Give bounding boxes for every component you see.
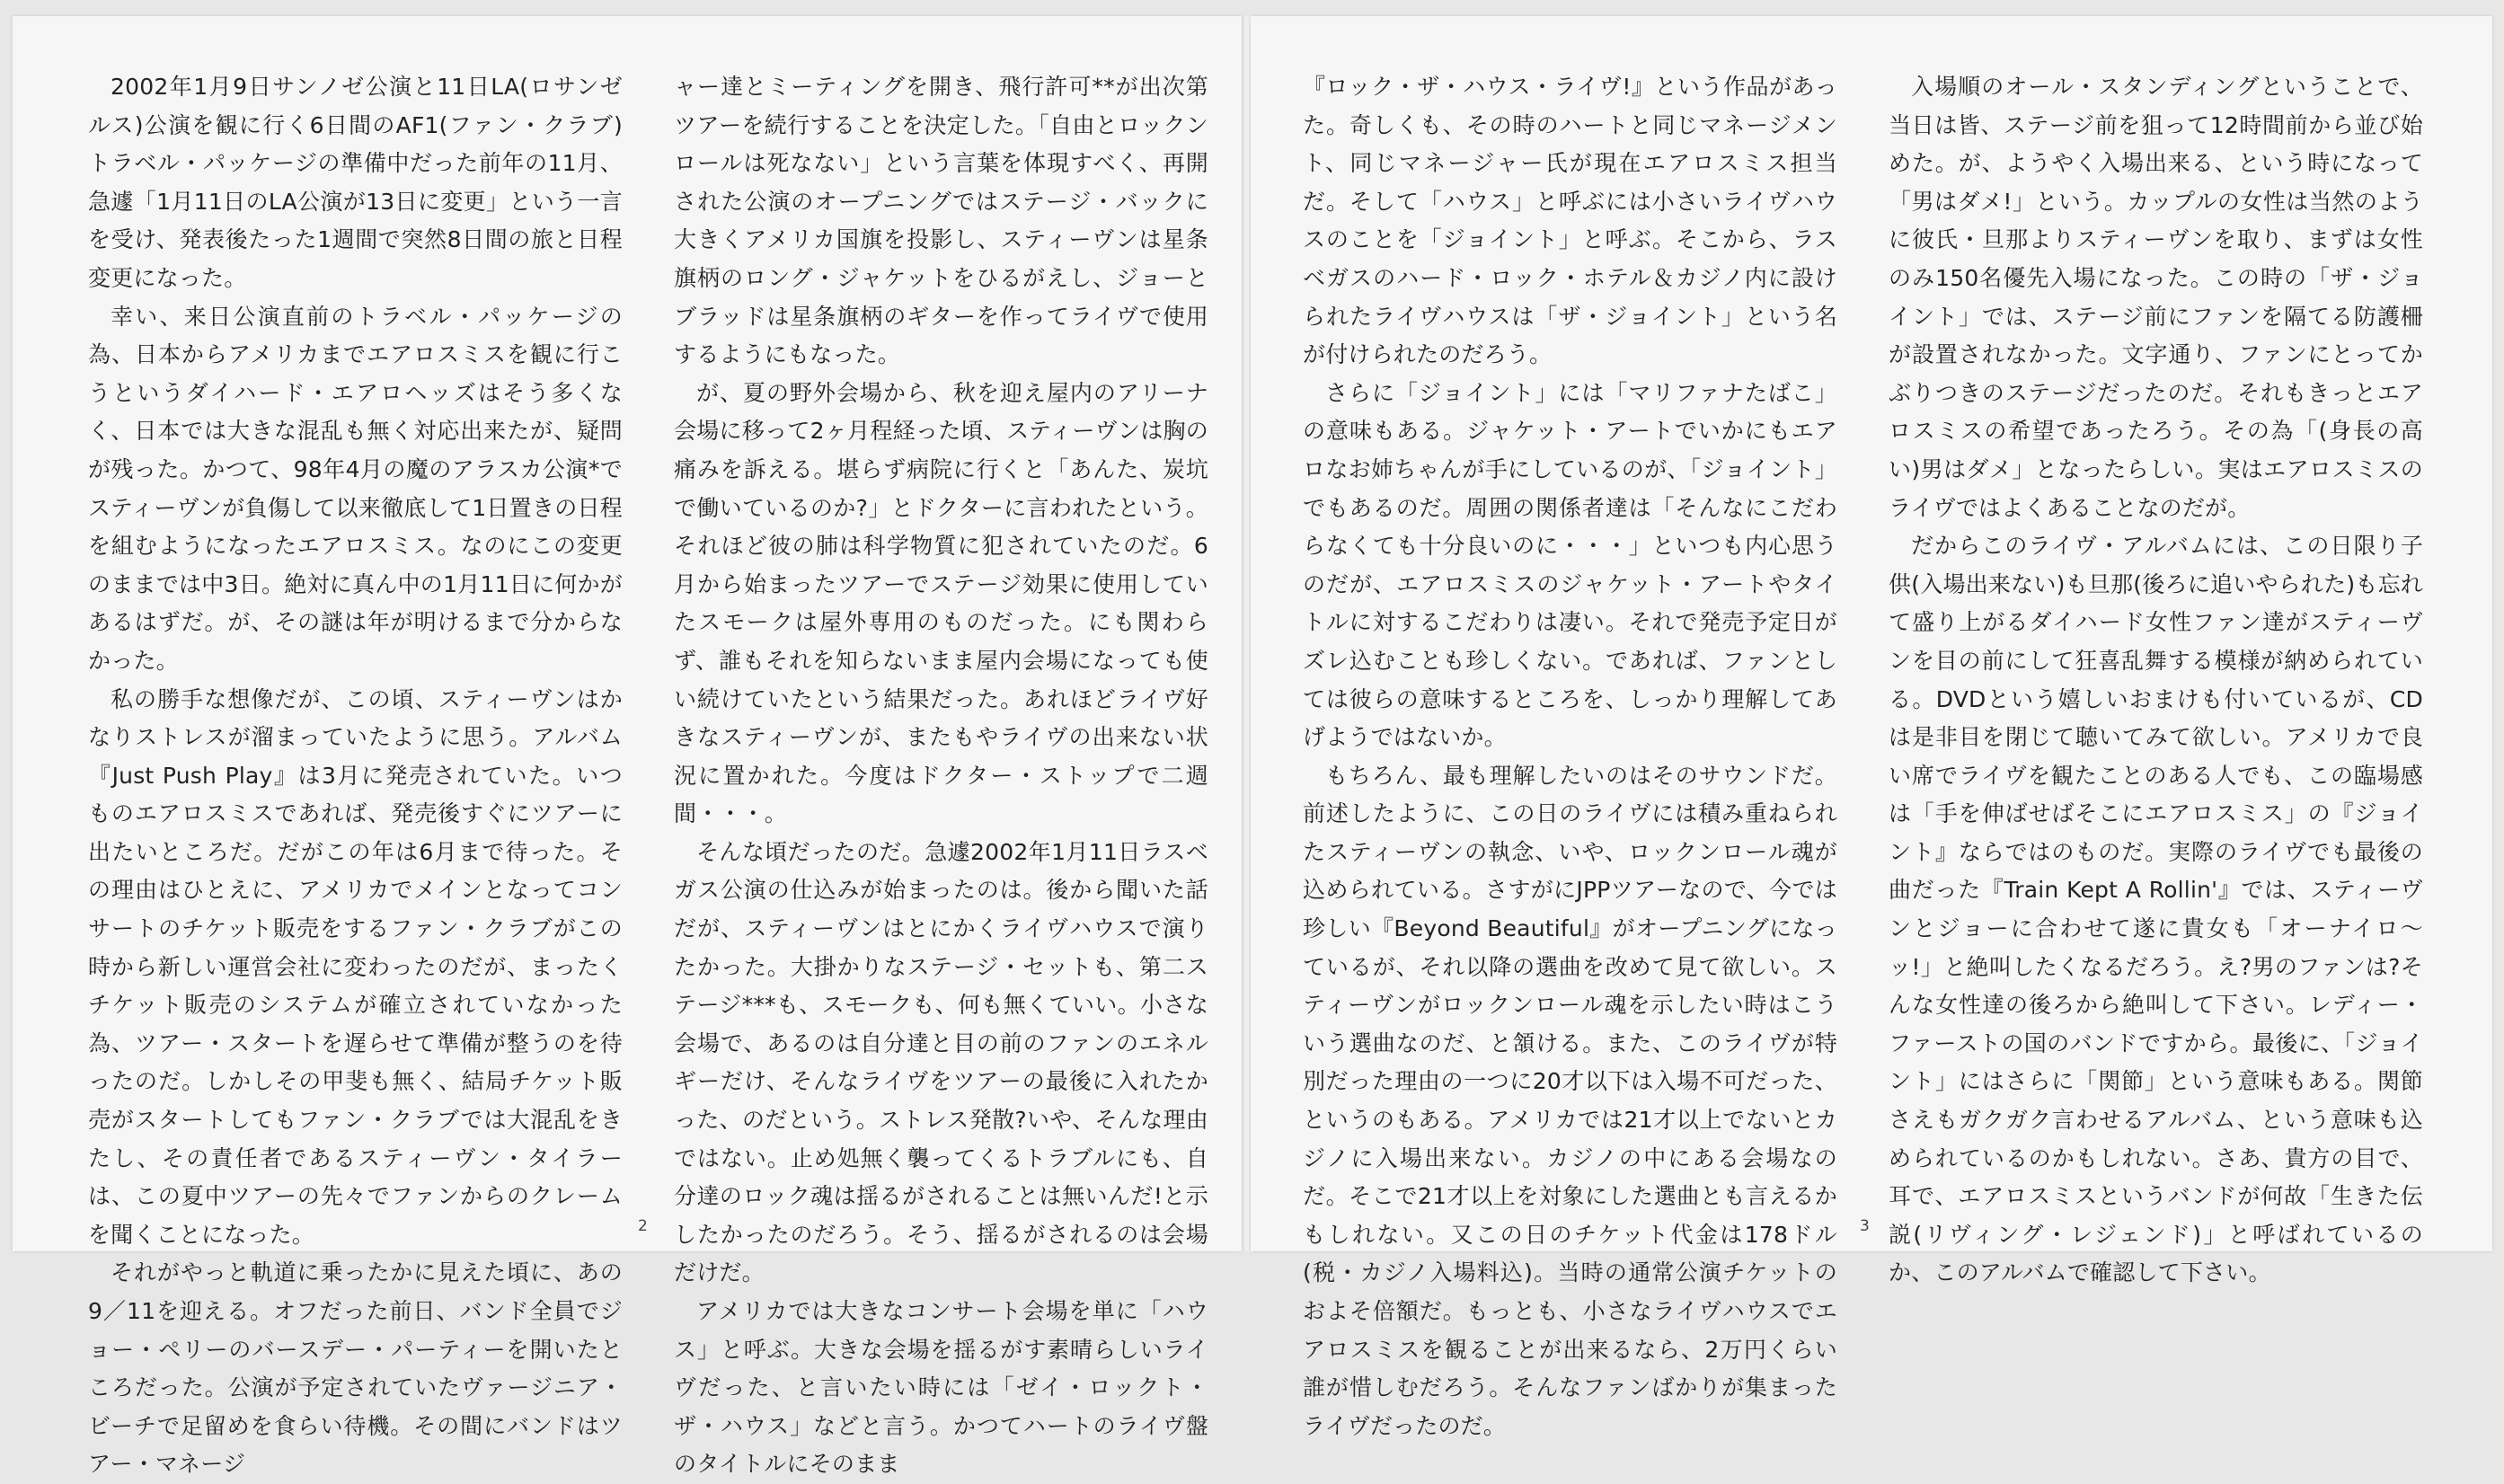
text-column: [674, 68, 1208, 1484]
paragraph: アメリカでは大きなコンサート会場を単に「ハウス」と呼ぶ。大きな会場を揺るがす素晴らしいライヴだった、と言いたい時には「ゼイ・ロックト・ザ・ハウス」などと言う。かつてハートのライヴ盤のタイトルにそのまま: [674, 1298, 1208, 1478]
paragraph: 入場順のオール・スタンディングということで、当日は皆、ステージ前を狙って12時間前から並び始めた。が、ようやく入場出来る、という時になって「男はダメ!」という。カップルの女性は当然のように彼氏・旦那よりスティーヴンを取り、まずは女性のみ150名優先入場になった。この時の「ザ・ジョイント」では、ステージ前にファンを隔てる防護柵が設置されなかった。文字通り、ファンにとってかぶりつきのステージだったのだ。それもきっとエアロスミスの希望であったろう。その為「(身長の高い)男はダメ」となったらしい。実はエアロスミスのライヴではよくあることなのだが。: [1889, 74, 2423, 521]
paragraph: 『ロック・ザ・ハウス・ライヴ!』という作品があった。奇しくも、その時のハートと同じマネージメント、同じマネージャー氏が現在エアロスミス担当だ。そして「ハウス」と呼ぶには小さいライヴハウスのことを「ジョイント」と呼ぶ。そこから、ラスベガスのハード・ロック・ホテル＆カジノ内に設けられたライヴハウスは「ザ・ジョイント」という名が付けられたのだろう。: [1303, 74, 1837, 368]
paragraph: 私の勝手な想像だが、この頃、スティーヴンはかなりストレスが溜まっていたように思う。アルバム『Just Push Play』は3月に発売されていた。いつものエアロスミスであれば、発売後すぐにツアーに出たいところだ。だがこの年は6月まで待った。その理由はひとえに、アメリカでメインとなってコンサートのチケット販売をするファン・クラブがこの時から新しい運営会社に変わったのだが、まったくチケット販売のシステムが確立されていなかった為、ツアー・スタートを遅らせて準備が整うのを待ったのだ。しかしその甲斐も無く、結局チケット販売がスタートしてもファン・クラブでは大混乱をきたし、その責任者であるスティーヴン・タイラーは、この夏中ツアーの先々でファンからのクレームを聞くことになった。: [88, 685, 623, 1248]
page-left: [13, 16, 1242, 1478]
paragraph: そんな頃だったのだ。急遽2002年1月11日ラスベガス公演の仕込みが始まったのは。後から聞いた話だが、スティーヴンはとにかくライヴハウスで演りたかった。大掛かりなステージ・セットも、第二ステージ***も、スモークも、何も無くていい。小さな会場で、あるのは自分達と目の前のファンのエネルギーだけ、そんなライヴをツアーの最後に入れたかった、のだという。ストレス発散?いや、そんな理由ではない。止め処無く襲ってくるトラブルにも、自分達のロック魂は揺るがされることは無いんだ!と示したかったのだろう。そう、揺るがされるのは会場だけだ。: [674, 838, 1208, 1286]
page-right: [1251, 16, 2492, 1439]
text-column: [1303, 68, 1837, 1445]
page-number: 3: [1860, 1217, 1870, 1235]
paragraph: ャー達とミーティングを開き、飛行許可**が出次第ツアーを続行することを決定した。「自由とロックンロールは死なない」という言葉を体現すべく、再開された公演のオープニングではステージ・バックに大きくアメリカ国旗を投影し、スティーヴンは星条旗柄のロング・ジャケットをひるがえし、ジョーとブラッドは星条旗柄のギターを作ってライヴで使用するようにもなった。: [674, 74, 1208, 368]
paragraph: だからこのライヴ・アルバムには、この日限り子供(入場出来ない)も旦那(後ろに追いやられた)も忘れて盛り上がるダイハード女性ファン達がスティーヴンを目の前にして狂喜乱舞する模様が納められている。DVDという嬉しいおまけも付いているが、CDは是非目を閉じて聴いてみて欲しい。アメリカで良い席でライヴを観たことのある人でも、この臨場感は「手を伸ばせばそこにエアロスミス」の『ジョイント』ならではのものだ。実際のライヴでも最後の曲だった『Train Kept A Rollin'』では、スティーヴンとジョーに合わせて遂に貴女も「オーナイロ～ッ!」と絶叫したくなるだろう。え?男のファンは?そんな女性達の後ろから絶叫して下さい。レディー・ファーストの国のバンドですから。最後に、「ジョイント」にはさらに「関節」という意味もある。関節さえもガクガク言わせるアルバム、という意味も込められているのかもしれない。さあ、貴方の目で、耳で、エアロスミスというバンドが何故「生きた伝説(リヴィング・レジェンド)」と呼ばれているのか、このアルバムで確認して下さい。: [1889, 533, 2423, 1286]
text-column: [1889, 68, 2423, 1293]
text-column: [88, 68, 623, 1484]
paragraph: 幸い、来日公演直前のトラベル・パッケージの為、日本からアメリカまでエアロスミスを観に行こうというダイハード・エアロヘッズはそう多くなく、日本では大きな混乱も無く対応出来たが、疑問が残った。かつて、98年4月の魔のアラスカ公演*でスティーヴンが負傷して以来徹底して1日置きの日程を組むようになったエアロスミス。なのにこの変更のままでは中3日。絶対に真ん中の1月11日に何かがあるはずだ。が、その謎は年が明けるまで分からなかった。: [88, 303, 623, 674]
page-number: 2: [638, 1217, 648, 1235]
paragraph: もちろん、最も理解したいのはそのサウンドだ。前述したように、この日のライヴには積み重ねられたスティーヴンの執念、いや、ロックンロール魂が込められている。さすがにJPPツアーなので、今では珍しい『Beyond Beautiful』がオープニングになっているが、それ以降の選曲を改めて見て欲しい。スティーヴンがロックンロール魂を示したい時はこういう選曲なのだ、と頷ける。また、このライヴが特別だった理由の一つに20才以下は入場不可だった、というのもある。アメリカでは21才以上でないとカジノに入場出来ない。カジノの中にある会場なのだ。そこで21才以上を対象にした選曲とも言えるかもしれない。又この日のチケット代金は178ドル(税・カジノ入場料込)。当時の通常公演チケットのおよそ倍額だ。もっとも、小さなライヴハウスでエアロスミスを観ることが出来るなら、2万円くらい誰が惜しむだろう。そんなファンばかりが集まったライヴだったのだ。: [1303, 762, 1837, 1439]
paragraph: 2002年1月9日サンノゼ公演と11日LA(ロサンゼルス)公演を観に行く6日間のAF1(ファン・クラブ)トラベル・パッケージの準備中だった前年の11月、急遽「1月11日のLA公演が13日に変更」という一言を受け、発表後たった1週間で突然8日間の旅と日程変更になった。: [88, 74, 623, 291]
paragraph: さらに「ジョイント」には「マリファナたばこ」の意味もある。ジャケット・アートでいかにもエアロなお姉ちゃんが手にしているのが、「ジョイント」でもあるのだ。周囲の関係者達は「そんなにこだわらなくても十分良いのに・・・」といつも内心思うのだが、エアロスミスのジャケット・アートやタイトルに対するこだわりは凄い。それで発売予定日がズレ込むことも珍しくない。であれば、ファンとしては彼らの意味するところを、しっかり理解してあげようではないか。: [1303, 379, 1837, 751]
paragraph: が、夏の野外会場から、秋を迎え屋内のアリーナ会場に移って2ヶ月程経った頃、スティーヴンは胸の痛みを訴える。堪らず病院に行くと「あんた、炭坑で働いているのか?」とドクターに言われたという。それほど彼の肺は科学物質に犯されていたのだ。6月から始まったツアーでステージ効果に使用していたスモークは屋外専用のものだった。にも関わらず、誰もそれを知らないまま屋内会場になっても使い続けていたという結果だった。あれほどライヴ好きなスティーヴンが、またもやライヴの出来ない状況に置かれた。今度はドクター・ストップで二週間・・・。: [674, 379, 1208, 827]
paragraph: それがやっと軌道に乗ったかに見えた頃に、あの9／11を迎える。オフだった前日、バンド全員でジョー・ペリーのバースデー・パーティーを開いたところだった。公演が予定されていたヴァージニア・ビーチで足留めを食らい待機。その間にバンドはツアー・マネージ: [88, 1259, 623, 1478]
